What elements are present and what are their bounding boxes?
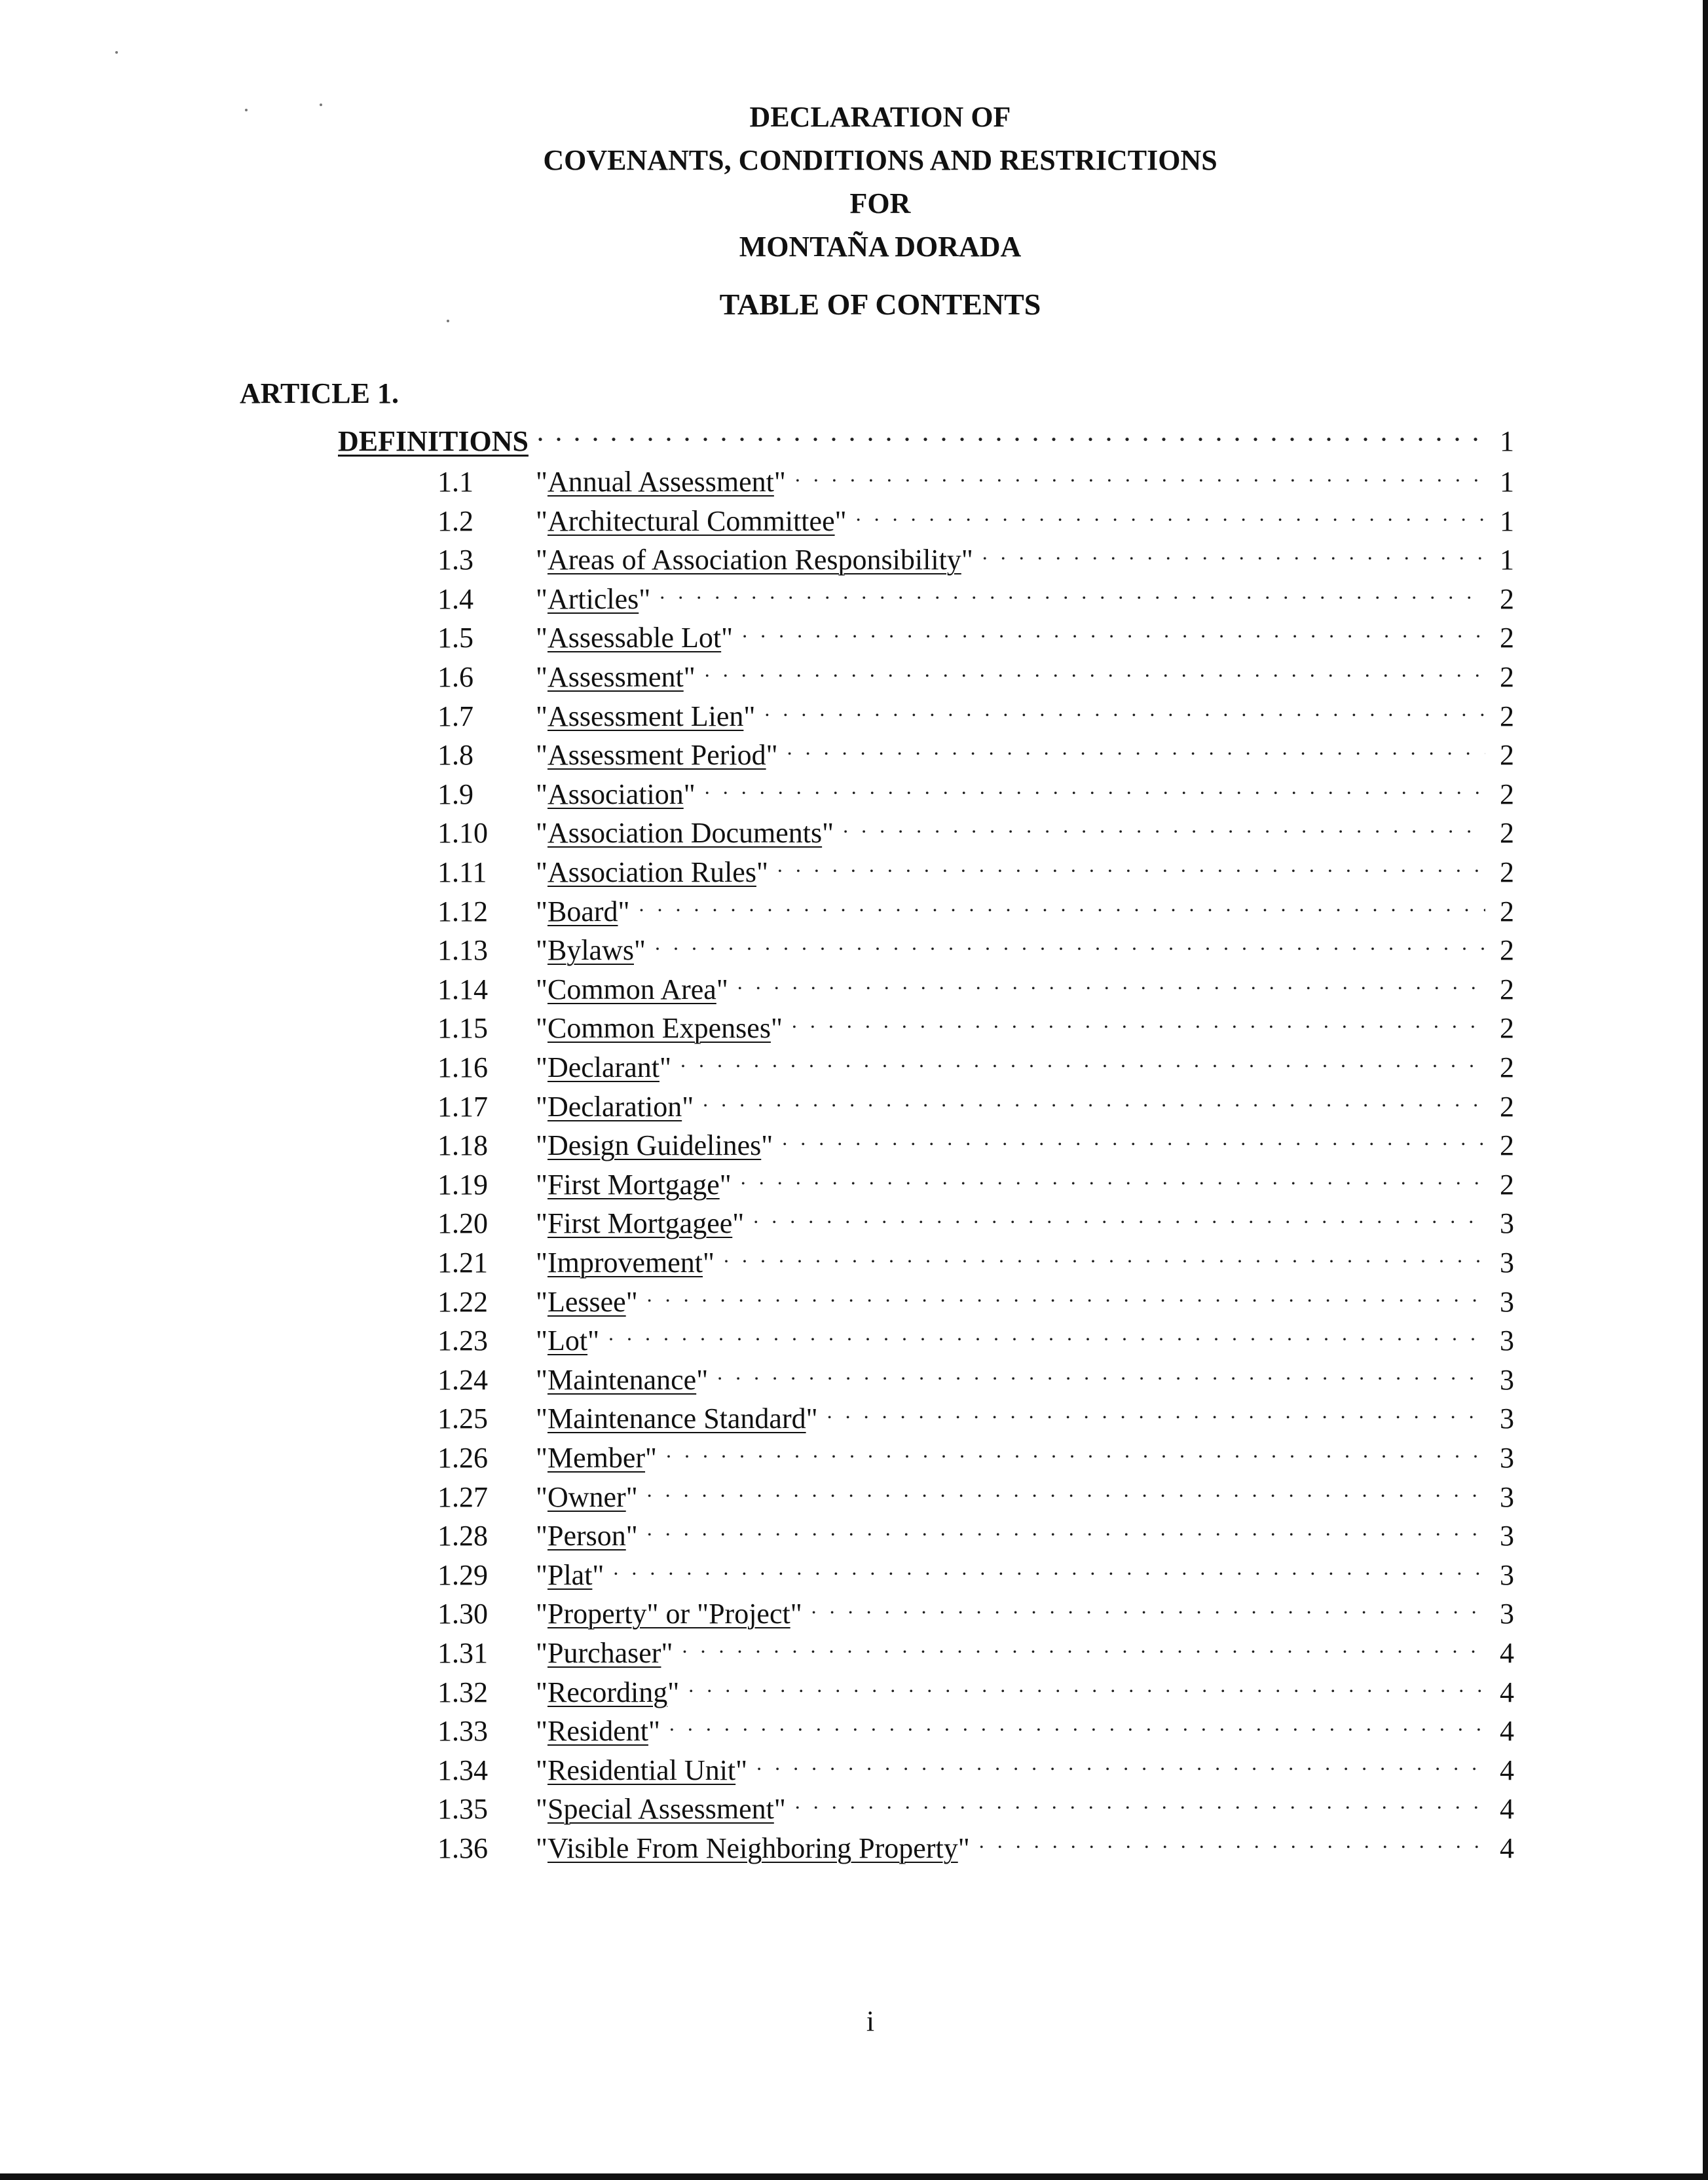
title-line-4: MONTAÑA DORADA [739, 231, 1022, 263]
toc-entry-row[interactable] [437, 608, 1514, 654]
scan-speck [115, 51, 118, 54]
entry-number: 1.15 [437, 1012, 488, 1044]
entry-number: 1.2 [437, 505, 473, 537]
entry-label: "Declarant" [536, 1051, 671, 1083]
entry-page-number: 2 [1500, 1012, 1514, 1044]
entry-number: 1.27 [437, 1481, 488, 1513]
entry-number: 1.5 [437, 622, 473, 654]
entry-number: 1.16 [437, 1051, 488, 1083]
entry-number: 1.13 [437, 934, 488, 966]
dot-leader [608, 1311, 1485, 1350]
entry-label: "Common Expenses" [536, 1012, 783, 1044]
section-page-number: 1 [1500, 425, 1514, 457]
dot-leader [756, 1740, 1485, 1780]
dot-leader [979, 1818, 1485, 1858]
toc-entry-row[interactable] [437, 960, 1514, 1005]
entry-number: 1.32 [437, 1676, 488, 1708]
entry-term: Visible From Neighboring Property [547, 1832, 958, 1864]
dot-leader [856, 491, 1485, 531]
toc-entry-row[interactable] [437, 1077, 1514, 1123]
entry-term: Special Assessment [547, 1793, 774, 1825]
entry-term: Areas of Association Responsibility [547, 544, 961, 576]
entry-page-number: 3 [1500, 1364, 1514, 1396]
entry-number: 1.35 [437, 1793, 488, 1825]
entry-term: Annual Assessment [547, 466, 774, 498]
toc-entry-row[interactable] [437, 1155, 1514, 1201]
entry-term: Maintenance [547, 1364, 697, 1396]
entry-number: 1.8 [437, 739, 473, 771]
entry-label: "Architectural Committee" [536, 505, 847, 537]
entry-term: Lessee [547, 1286, 626, 1318]
entry-term: Design Guidelines [547, 1129, 762, 1161]
entry-number: 1.36 [437, 1832, 488, 1864]
entry-label: "Residential Unit" [536, 1754, 748, 1786]
toc-entry-row[interactable] [437, 1116, 1514, 1161]
dot-leader [639, 882, 1485, 921]
entry-page-number: 2 [1500, 622, 1514, 654]
toc-entry-row[interactable] [437, 1272, 1514, 1318]
entry-page-number: 2 [1500, 778, 1514, 810]
title-line-1: DECLARATION OF [749, 101, 1011, 133]
dot-leader [659, 569, 1485, 609]
dot-leader [982, 530, 1485, 569]
entry-term: Owner [547, 1481, 626, 1513]
entry-page-number: 4 [1500, 1832, 1514, 1864]
entry-page-number: 2 [1500, 856, 1514, 888]
toc-entry-row[interactable] [437, 1623, 1514, 1669]
dot-leader [827, 1389, 1485, 1428]
entry-page-number: 4 [1500, 1676, 1514, 1708]
dot-leader [742, 608, 1485, 647]
entry-label: "Plat" [536, 1559, 604, 1591]
entry-label: "Recording" [536, 1676, 680, 1708]
toc-entry-row[interactable] [437, 1584, 1514, 1630]
dot-leader [666, 1428, 1485, 1467]
entry-number: 1.30 [437, 1598, 488, 1630]
article-label: ARTICLE 1. [240, 377, 399, 409]
entry-term: Improvement [547, 1247, 703, 1279]
entry-number: 1.31 [437, 1637, 488, 1669]
entry-page-number: 3 [1500, 1520, 1514, 1552]
dot-leader [795, 1779, 1485, 1818]
entry-label: "First Mortgagee" [536, 1207, 745, 1239]
toc-entry-row[interactable] [437, 998, 1514, 1044]
entry-label: "Articles" [536, 583, 651, 615]
entry-label: "Purchaser" [536, 1637, 673, 1669]
entry-term: Resident [547, 1715, 648, 1747]
entry-label: "Association Documents" [536, 817, 834, 849]
dot-leader [669, 1701, 1485, 1740]
page-edge-right [1703, 0, 1708, 2180]
toc-entry-row[interactable] [437, 1701, 1514, 1747]
entry-label: "Lessee" [536, 1286, 638, 1318]
entry-number: 1.20 [437, 1207, 488, 1239]
entry-label: "Board" [536, 895, 630, 928]
entry-label: "Lot" [536, 1325, 600, 1357]
entry-term: Association [547, 778, 684, 810]
entry-page-number: 3 [1500, 1481, 1514, 1513]
entry-label: "Owner" [536, 1481, 638, 1513]
entry-page-number: 2 [1500, 700, 1514, 732]
entry-number: 1.17 [437, 1091, 488, 1123]
entry-number: 1.21 [437, 1247, 488, 1279]
entry-label: "Person" [536, 1520, 638, 1552]
entry-page-number: 2 [1500, 1169, 1514, 1201]
entry-term: Articles [547, 583, 639, 615]
toc-entry-row[interactable] [437, 1467, 1514, 1513]
entry-page-number: 3 [1500, 1402, 1514, 1435]
entry-number: 1.22 [437, 1286, 488, 1318]
entry-number: 1.1 [437, 466, 473, 498]
dot-leader [724, 1233, 1485, 1272]
dot-leader [741, 1155, 1485, 1194]
toc-section-row[interactable] [338, 411, 1514, 457]
entry-term: Lot [547, 1325, 588, 1357]
dot-leader [647, 1467, 1485, 1507]
dot-leader [843, 803, 1485, 842]
dot-leader [782, 1116, 1485, 1155]
dot-leader [682, 1623, 1485, 1663]
entry-term: Assessment Period [547, 739, 766, 771]
entry-label: "Assessable Lot" [536, 622, 733, 654]
entry-number: 1.9 [437, 778, 473, 810]
entry-number: 1.11 [437, 856, 487, 888]
dot-leader [764, 686, 1485, 726]
page-number-footer: i [866, 2005, 875, 2037]
dot-leader [613, 1545, 1485, 1585]
entry-number: 1.7 [437, 700, 473, 732]
entry-number: 1.19 [437, 1169, 488, 1201]
dot-leader [811, 1584, 1485, 1623]
toc-entry-row[interactable] [437, 882, 1514, 928]
toc-entry-row[interactable] [437, 1350, 1514, 1396]
entry-page-number: 2 [1500, 895, 1514, 928]
toc-entry-row[interactable] [437, 1545, 1514, 1591]
entry-number: 1.14 [437, 973, 488, 1005]
entry-label: "First Mortgage" [536, 1169, 732, 1201]
toc-entry-row[interactable] [437, 647, 1514, 693]
dot-leader [753, 1193, 1485, 1233]
dot-leader [688, 1663, 1485, 1702]
dot-leader [647, 1272, 1485, 1311]
dot-leader [792, 998, 1485, 1038]
dot-leader [703, 1077, 1485, 1116]
entry-number: 1.33 [437, 1715, 488, 1747]
entry-page-number: 2 [1500, 739, 1514, 771]
dot-leader [795, 452, 1485, 491]
entry-term: Bylaws [547, 934, 634, 966]
entry-term: Property" or "Project [547, 1598, 790, 1630]
entry-page-number: 4 [1500, 1754, 1514, 1786]
entry-term: Assessable Lot [547, 622, 722, 654]
entry-number: 1.3 [437, 544, 473, 576]
dot-leader [680, 1038, 1485, 1077]
entry-label: "Member" [536, 1442, 657, 1474]
entry-page-number: 1 [1500, 505, 1514, 537]
entry-page-number: 2 [1500, 1129, 1514, 1161]
entry-label: "Bylaws" [536, 934, 646, 966]
entry-label: "Improvement" [536, 1247, 715, 1279]
entry-page-number: 2 [1500, 661, 1514, 693]
dot-leader [777, 842, 1485, 882]
page-edge-bottom [0, 2173, 1708, 2180]
entry-label: "Common Area" [536, 973, 728, 1005]
entry-page-number: 2 [1500, 817, 1514, 849]
entry-term: Association Documents [547, 817, 823, 849]
entry-page-number: 2 [1500, 973, 1514, 1005]
entry-label: "Maintenance Standard" [536, 1402, 818, 1435]
toc-entry-row[interactable] [437, 686, 1514, 732]
toc-entry-row[interactable] [437, 1740, 1514, 1786]
entry-label: "Property" or "Project" [536, 1598, 802, 1630]
entry-term: Common Expenses [547, 1012, 771, 1044]
entry-label: "Special Assessment" [536, 1793, 786, 1825]
entry-term: Residential Unit [547, 1754, 736, 1786]
entry-page-number: 2 [1500, 934, 1514, 966]
dot-leader [647, 1506, 1485, 1545]
entry-number: 1.26 [437, 1442, 488, 1474]
entry-term: Association Rules [547, 856, 756, 888]
entry-term: Assessment [547, 661, 684, 693]
entry-page-number: 3 [1500, 1207, 1514, 1239]
entry-page-number: 1 [1500, 544, 1514, 576]
toc-entry-row[interactable] [437, 491, 1514, 537]
entry-number: 1.24 [437, 1364, 488, 1396]
entry-term: Plat [547, 1559, 593, 1591]
entry-number: 1.28 [437, 1520, 488, 1552]
document-title [0, 96, 1708, 269]
entry-term: Architectural Committee [547, 505, 835, 537]
entry-number: 1.12 [437, 895, 488, 928]
dot-leader [717, 1350, 1485, 1389]
entry-term: Member [547, 1442, 646, 1474]
dot-leader [787, 725, 1485, 764]
dot-leader [737, 960, 1485, 999]
toc-entry-row[interactable] [437, 842, 1514, 888]
toc-entry-row[interactable] [437, 1233, 1514, 1279]
dot-leader [655, 920, 1485, 960]
toc-entry-row[interactable] [437, 725, 1514, 771]
toc-entry-row[interactable] [437, 530, 1514, 576]
entry-term: Person [547, 1520, 626, 1552]
toc-entry-row[interactable] [437, 1428, 1514, 1474]
entry-page-number: 3 [1500, 1286, 1514, 1318]
entry-label: "Association" [536, 778, 696, 810]
entry-label: "Maintenance" [536, 1364, 709, 1396]
entry-term: Assessment Lien [547, 700, 744, 732]
entry-label: "Assessment Period" [536, 739, 778, 771]
toc-entry-row[interactable] [437, 1389, 1514, 1435]
entry-page-number: 2 [1500, 1091, 1514, 1123]
entry-label: "Assessment Lien" [536, 700, 756, 732]
toc-entry-row[interactable] [437, 452, 1514, 498]
dot-leader [538, 411, 1485, 451]
toc-entry-row[interactable] [437, 1506, 1514, 1552]
entry-page-number: 3 [1500, 1442, 1514, 1474]
entry-page-number: 4 [1500, 1637, 1514, 1669]
entry-term: Declarant [547, 1051, 659, 1083]
toc-entry-row[interactable] [437, 803, 1514, 849]
entry-page-number: 3 [1500, 1325, 1514, 1357]
entry-number: 1.18 [437, 1129, 488, 1161]
entry-label: "Assessment" [536, 661, 696, 693]
toc-entry-row[interactable] [437, 1663, 1514, 1708]
toc-entry-row[interactable] [437, 569, 1514, 615]
entry-number: 1.29 [437, 1559, 488, 1591]
entry-term: Board [547, 895, 618, 928]
entry-number: 1.6 [437, 661, 473, 693]
title-line-3: FOR [849, 187, 911, 219]
entry-page-number: 3 [1500, 1247, 1514, 1279]
entry-term: First Mortgage [547, 1169, 720, 1201]
toc-entry-row[interactable] [437, 1193, 1514, 1239]
entry-number: 1.10 [437, 817, 488, 849]
entry-page-number: 4 [1500, 1793, 1514, 1825]
entry-term: Common Area [547, 973, 716, 1005]
entry-number: 1.23 [437, 1325, 488, 1357]
toc-entry-row[interactable] [437, 1779, 1514, 1825]
entry-page-number: 3 [1500, 1598, 1514, 1630]
entry-page-number: 3 [1500, 1559, 1514, 1591]
title-line-2: COVENANTS, CONDITIONS AND RESTRICTIONS [543, 144, 1217, 176]
entry-label: "Declaration" [536, 1091, 694, 1123]
entry-term: Declaration [547, 1091, 682, 1123]
entry-number: 1.25 [437, 1402, 488, 1435]
entry-number: 1.4 [437, 583, 473, 615]
dot-leader [705, 764, 1485, 804]
dot-leader [705, 647, 1485, 686]
toc-entry-row[interactable] [437, 1038, 1514, 1083]
toc-entry-row[interactable] [437, 1311, 1514, 1357]
toc-entry-row[interactable] [437, 920, 1514, 966]
entry-label: "Resident" [536, 1715, 660, 1747]
section-title: DEFINITIONS [338, 425, 529, 457]
entry-label: "Annual Assessment" [536, 466, 786, 498]
entry-term: Maintenance Standard [547, 1402, 806, 1435]
entry-term: Purchaser [547, 1637, 661, 1669]
entry-label: "Areas of Association Responsibility" [536, 544, 973, 576]
entry-label: "Design Guidelines" [536, 1129, 773, 1161]
entry-number: 1.34 [437, 1754, 488, 1786]
entry-page-number: 2 [1500, 583, 1514, 615]
entry-page-number: 4 [1500, 1715, 1514, 1747]
entry-page-number: 1 [1500, 466, 1514, 498]
entry-page-number: 2 [1500, 1051, 1514, 1083]
toc-title: TABLE OF CONTENTS [719, 288, 1041, 321]
toc-entry-row[interactable] [437, 1818, 1514, 1864]
entry-term: Recording [547, 1676, 668, 1708]
entry-term: First Mortgagee [547, 1207, 733, 1239]
entry-label: "Association Rules" [536, 856, 768, 888]
entry-label: "Visible From Neighboring Property" [536, 1832, 970, 1864]
toc-entry-row[interactable] [437, 764, 1514, 810]
